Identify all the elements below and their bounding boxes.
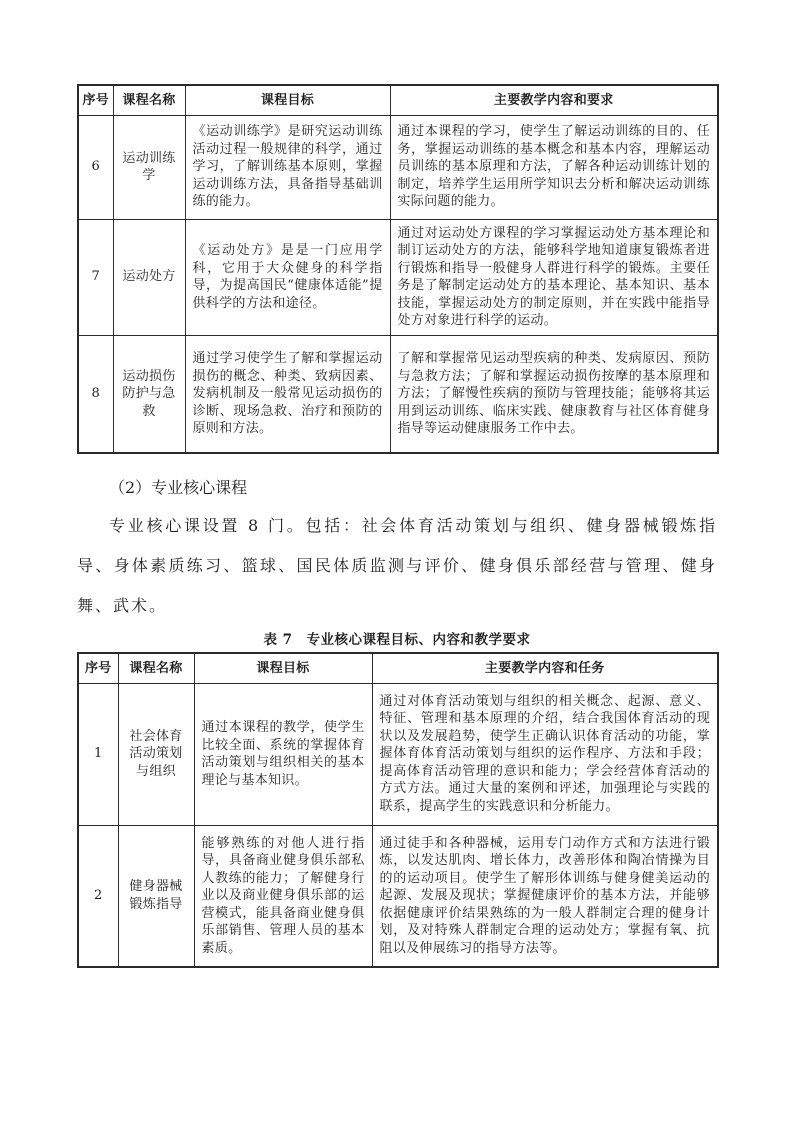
table-header-row	[78, 85, 718, 115]
cell-course-content: 通过对体育活动策划与组织的相关概念、起源、意义、特征、管理和基本原理的介绍，结合我国体育活动的现状以及发展趋势，使学生正确认识体育活动的功能，掌握体育体育活动策划与组织的运作程序、方法和手段；提高体育活动管理的意识和能力；学会经营体育活动的方式方法。通过大量的案例和评述，加强理论与实践的联系，提高学生的实践意识和分析能力。	[372, 683, 718, 825]
cell-course-content: 了解和掌握常见运动型疾病的种类、发病原因、预防与急救方法；了解和掌握运动损伤按摩的基本原理和方法；了解慢性疾病的预防与管理技能；能够将其运用到运动训练、临床实践、健康教育与社区体育健身指导等运动健康服务工作中去。	[390, 335, 718, 453]
cell-index: 7	[78, 219, 113, 335]
header-course-goal: 课程目标	[185, 85, 390, 115]
table-row	[78, 335, 718, 453]
cell-course-goal: 通过本课程的教学，使学生比较全面、系统的掌握体育活动策划与组织相关的基本理论与基本知识。	[194, 683, 372, 825]
header-course-content: 主要教学内容和任务	[372, 653, 718, 683]
table-row	[78, 683, 718, 825]
cell-course-content: 通过对运动处方课程的学习掌握运动处方基本理论和制订运动处方的方法，能够科学地知道康复锻炼者进行锻炼和指导一般健身人群进行科学的锻炼。主要任务是了解制定运动处方的基本理论、基本知识、基本技能，掌握运动处方的制定原则，并在实践中能指导处方对象进行科学的运动。	[390, 219, 718, 335]
cell-index: 2	[78, 825, 118, 967]
header-index: 序号	[78, 653, 118, 683]
table-header-row	[78, 653, 718, 683]
table-row	[78, 115, 718, 219]
table7-caption: 表 7 专业核心课程目标、内容和教学要求	[263, 632, 531, 648]
cell-course-goal: 《运动训练学》是研究运动训练活动过程一般规律的科学，通过学习，了解训练基本原则，掌握运动训练方法，具备指导基础训练的能力。	[185, 115, 390, 219]
section-paragraph: 专业核心课设置 8 门。包括：社会体育活动策划与组织、健身器械锻炼指导、身体素质练习、篮球、国民体质监测与评价、健身俱乐部经营与管理、健身舞、武术。	[77, 516, 717, 615]
header-course-name: 课程名称	[118, 653, 194, 683]
header-course-content: 主要教学内容和要求	[390, 85, 718, 115]
cell-course-goal: 通过学习使学生了解和掌握运动损伤的概念、种类、致病因素、发病机制及一般常见运动损伤的诊断、现场急救、治疗和预防的原则和方法。	[185, 335, 390, 453]
cell-course-content: 通过本课程的学习，使学生了解运动训练的目的、任务，掌握运动训练的基本概念和基本内容，理解运动员训练的基本原理和方法，了解各种运动训练计划的制定，培养学生运用所学知识去分析和解决运动训练实际问题的能力。	[390, 115, 718, 219]
cell-course-name: 运动损伤防护与急救	[113, 335, 185, 453]
basic-course-table	[77, 84, 719, 454]
header-index: 序号	[78, 85, 113, 115]
cell-course-name: 运动处方	[113, 219, 185, 335]
cell-course-name: 运动训练学	[113, 115, 185, 219]
cell-course-name: 社会体育活动策划与组织	[118, 683, 194, 825]
section-heading: （2）专业核心课程	[109, 478, 248, 497]
header-course-goal: 课程目标	[194, 653, 372, 683]
cell-course-content: 通过徒手和各种器械，运用专门动作方式和方法进行锻炼，以发达肌肉、增长体力，改善形体和陶冶情操为目的的运动项目。使学生了解形体训练与健身健美运动的起源、发展及现状；掌握健康评价的基本方法，并能够依据健康评价结果熟练的为一般人群制定合理的健身计划，及对特殊人群制定合理的运动处方；掌握有氧、抗阻以及伸展练习的指导方法等。	[372, 825, 718, 967]
cell-index: 8	[78, 335, 113, 453]
cell-course-goal: 《运动处方》是是一门应用学科，它用于大众健身的科学指导，为提高国民“健康体适能”提供科学的方法和途径。	[185, 219, 390, 335]
table-row	[78, 825, 718, 967]
header-course-name: 课程名称	[113, 85, 185, 115]
core-course-table	[77, 652, 719, 968]
table-row	[78, 219, 718, 335]
cell-course-name: 健身器械锻炼指导	[118, 825, 194, 967]
cell-course-goal: 能够熟练的对他人进行指导，具备商业健身俱乐部私人教练的能力；了解健身行业以及商业健身俱乐部的运营模式，能具备商业健身俱乐部销售、管理人员的基本素质。	[194, 825, 372, 967]
cell-index: 6	[78, 115, 113, 219]
cell-index: 1	[78, 683, 118, 825]
